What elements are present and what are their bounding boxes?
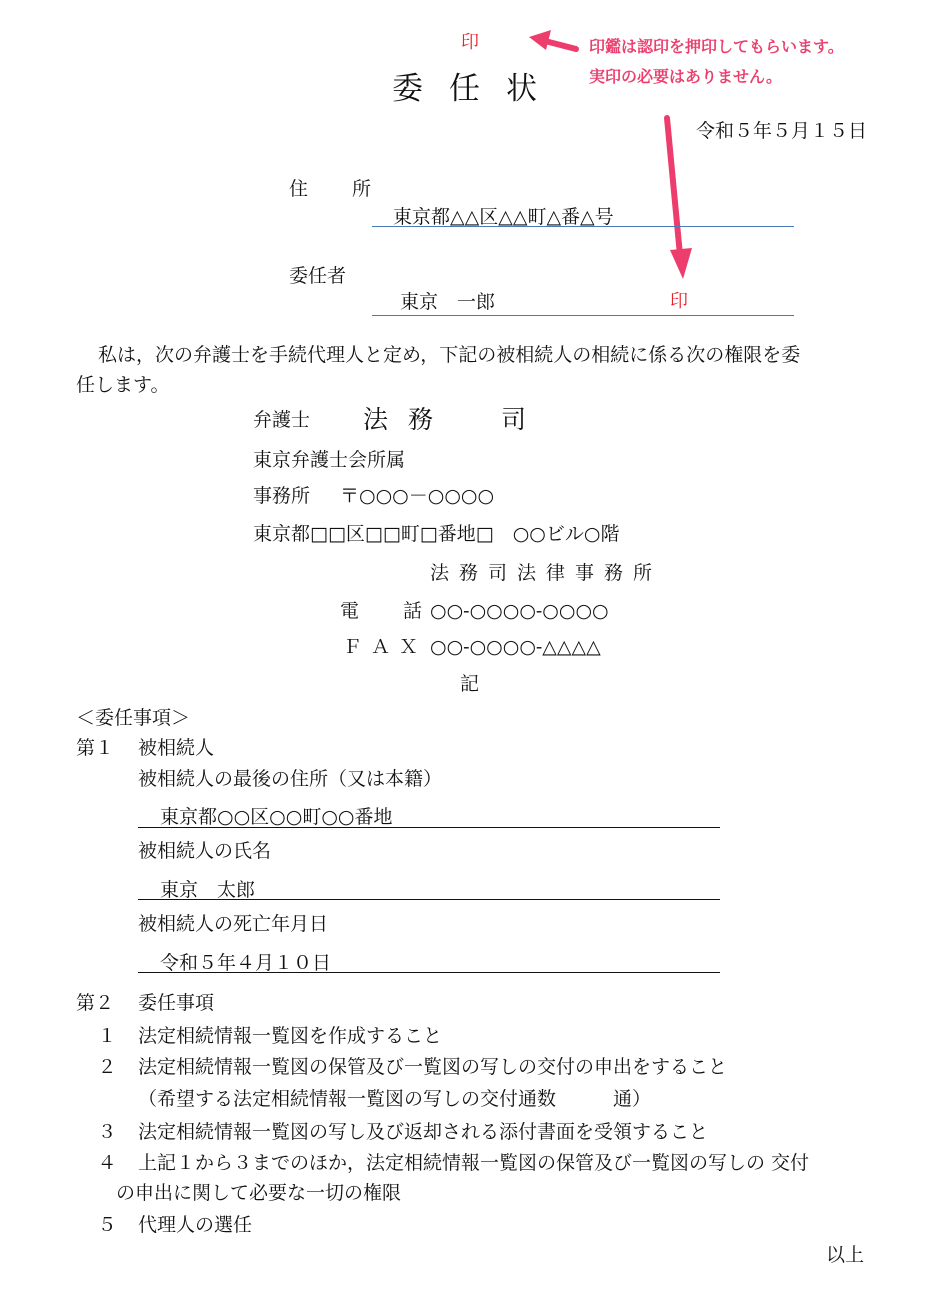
attorney-office-label: 事務所 xyxy=(253,485,311,507)
matter-item-text: 上記１から３までのほか，法定相続情報一覧図の保管及び一覧図の写しの 交付 xyxy=(138,1152,810,1174)
death-date-label: 被相続人の死亡年月日 xyxy=(138,913,329,935)
section-2-number: 第２ xyxy=(76,992,115,1014)
arrow-to-principal-seal-icon xyxy=(667,118,692,279)
principal-address-label: 住 所 xyxy=(289,178,391,200)
section-1-title: 被相続人 xyxy=(138,737,215,759)
document-date: 令和５年５月１５日 xyxy=(695,120,867,142)
annotation-line-2: 実印の必要はありません。 xyxy=(589,67,782,86)
matter-item-text: の申出に関して必要な一切の権限 xyxy=(116,1182,402,1204)
matter-item-text: 法定相続情報一覧図の保管及び一覧図の写しの交付の申出をすること xyxy=(138,1056,728,1078)
section-1-number: 第１ xyxy=(76,737,115,759)
attorney-title-label: 弁護士 xyxy=(253,409,311,431)
arrow-to-top-seal-icon xyxy=(529,30,576,50)
section-2-title: 委任事項 xyxy=(138,992,215,1014)
matter-item-number: １ xyxy=(97,1025,117,1047)
attorney-tel-value: ○○-○○○○-○○○○ xyxy=(430,600,609,622)
attorney-affiliation: 東京弁護士会所属 xyxy=(253,449,406,471)
death-date-value: 令和５年４月１０日 xyxy=(160,952,332,974)
matter-item-number: ４ xyxy=(97,1152,117,1174)
matter-item-number: ３ xyxy=(97,1121,117,1143)
matter-item-text: 代理人の選任 xyxy=(138,1214,253,1236)
annotation-line-1: 印鑑は認印を押印してもらいます。 xyxy=(589,37,844,56)
last-address-value: 東京都○○区○○町○○番地 xyxy=(160,806,393,828)
closing-text: 以上 xyxy=(826,1244,865,1266)
matter-item-number: ２ xyxy=(97,1056,117,1078)
death-date-underline xyxy=(138,972,720,973)
decedent-name-value: 東京 太郎 xyxy=(160,879,256,901)
principal-address-underline xyxy=(372,226,794,227)
attorney-postal-code: 〒○○○－○○○○ xyxy=(340,485,495,507)
attorney-firm-name: 法務司法律事務所 xyxy=(430,562,663,584)
ki-marker: 記 xyxy=(460,673,480,695)
matter-item-number: ５ xyxy=(97,1214,117,1236)
last-address-underline xyxy=(138,827,720,828)
attorney-name: 法 務 司 xyxy=(363,405,532,434)
principal-name-value: 東京 一郎 xyxy=(400,291,496,313)
intro-line-2: 任します。 xyxy=(76,374,170,396)
decedent-name-label: 被相続人の氏名 xyxy=(138,840,272,862)
principal-seal-mark: 印 xyxy=(670,291,688,312)
principal-name-label: 委任者 xyxy=(289,265,347,287)
principal-address-value: 東京都△△区△△町△番△号 xyxy=(393,206,614,228)
document-title: 委任状 xyxy=(392,71,563,107)
decedent-name-underline xyxy=(138,899,720,900)
intro-line-1: 私は，次の弁護士を手続代理人と定め，下記の被相続人の相続に係る次の権限を委 xyxy=(98,344,801,366)
last-address-label: 被相続人の最後の住所（又は本籍） xyxy=(138,768,443,790)
matter-item-text: （希望する法定相続情報一覧図の写しの交付通数 通） xyxy=(138,1088,652,1110)
attorney-office-address: 東京都□□区□□町□番地□ ○○ビル○階 xyxy=(253,523,620,545)
seal-mark-top: 印 xyxy=(461,32,479,53)
attorney-tel-label: 電 話 xyxy=(340,600,442,622)
attorney-fax-label: ＦＡＸ xyxy=(343,636,428,658)
attorney-fax-value: ○○-○○○○-△△△△ xyxy=(430,636,601,658)
principal-name-underline xyxy=(372,315,794,316)
matter-item-text: 法定相続情報一覧図を作成すること xyxy=(138,1025,443,1047)
matters-header: ＜委任事項＞ xyxy=(76,707,191,729)
matter-item-text: 法定相続情報一覧図の写し及び返却される添付書面を受領すること xyxy=(138,1121,709,1143)
